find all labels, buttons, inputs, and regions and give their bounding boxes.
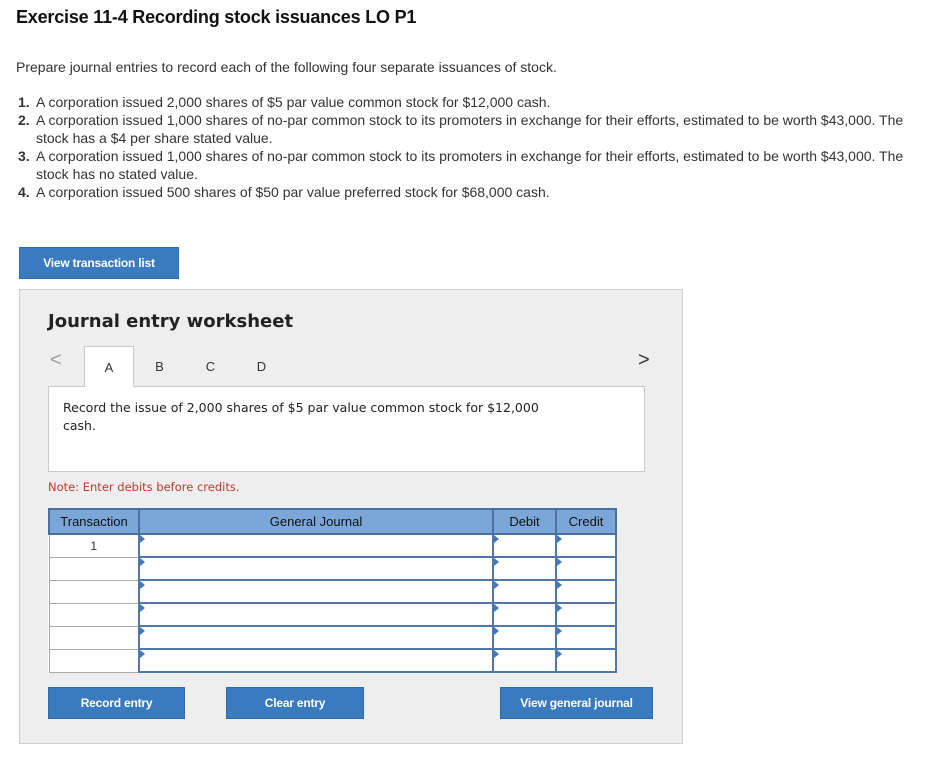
account-cell[interactable]	[139, 557, 493, 580]
credit-cell[interactable]	[556, 626, 616, 649]
account-cell[interactable]	[139, 626, 493, 649]
credit-input[interactable]	[557, 558, 615, 579]
table-row	[49, 649, 616, 672]
credit-input[interactable]	[557, 604, 615, 625]
list-item	[18, 183, 923, 201]
credit-input[interactable]	[557, 650, 615, 671]
header-credit: Credit	[556, 509, 616, 534]
record-entry-button[interactable]: Record entry	[48, 687, 185, 719]
credit-input[interactable]	[557, 627, 615, 648]
account-cell[interactable]	[139, 649, 493, 672]
debit-cell[interactable]	[493, 626, 556, 649]
table-row	[49, 603, 616, 626]
item-number: 3.	[18, 148, 30, 164]
item-number: 2.	[18, 112, 30, 128]
journal-entry-worksheet	[19, 289, 683, 744]
credit-cell[interactable]	[556, 534, 616, 557]
transaction-description: Record the issue of 2,000 shares of $5 par value common stock for $12,000 cash.	[63, 400, 539, 433]
transaction-cell	[49, 626, 139, 649]
item-text: A corporation issued 2,000 shares of $5 par value common stock for $12,000 cash.	[36, 94, 551, 110]
credit-cell[interactable]	[556, 603, 616, 626]
account-input[interactable]	[140, 650, 492, 671]
item-text: A corporation issued 1,000 shares of no-par common stock to its promoters in exchange for their efforts, estimated to be worth $43,000. The stock has no stated value.	[36, 148, 904, 182]
item-number: 1.	[18, 94, 30, 110]
account-input[interactable]	[140, 558, 492, 579]
header-general-journal: General Journal	[139, 509, 493, 534]
debit-input[interactable]	[494, 581, 555, 602]
list-item	[18, 147, 923, 183]
account-input[interactable]	[140, 535, 492, 556]
chevron-right-icon[interactable]: >	[638, 349, 650, 371]
tab-d[interactable]: D	[256, 359, 267, 374]
transaction-cell	[49, 603, 139, 626]
transaction-tabs	[84, 346, 287, 387]
debit-cell[interactable]	[493, 603, 556, 626]
account-input[interactable]	[140, 627, 492, 648]
issuance-list	[18, 93, 923, 201]
table-row	[49, 534, 616, 557]
list-item	[18, 93, 923, 111]
table-row	[49, 626, 616, 649]
tab-b[interactable]: B	[155, 359, 164, 374]
transaction-description-box	[48, 386, 645, 472]
page-title: Exercise 11-4 Recording stock issuances LO P1	[16, 7, 417, 27]
debit-cell[interactable]	[493, 580, 556, 603]
item-number: 4.	[18, 184, 30, 200]
account-input[interactable]	[140, 604, 492, 625]
table-header-row	[49, 509, 616, 534]
credit-cell[interactable]	[556, 580, 616, 603]
transaction-cell	[49, 580, 139, 603]
view-transaction-list-button[interactable]: View transaction list	[19, 247, 179, 279]
transaction-cell: 1	[49, 534, 139, 557]
account-cell[interactable]	[139, 580, 493, 603]
transaction-cell	[49, 557, 139, 580]
account-cell[interactable]	[139, 534, 493, 557]
debit-input[interactable]	[494, 627, 555, 648]
tab-c[interactable]: C	[205, 359, 216, 374]
instructions-text: Prepare journal entries to record each of the following four separate issuances of stock.	[16, 59, 557, 75]
credit-cell[interactable]	[556, 557, 616, 580]
credit-cell[interactable]	[556, 649, 616, 672]
transaction-cell	[49, 649, 139, 672]
header-debit: Debit	[493, 509, 556, 534]
item-text: A corporation issued 1,000 shares of no-par common stock to its promoters in exchange for their efforts, estimated to be worth $43,000. The stock has a $4 per share stated value.	[36, 112, 904, 146]
credit-input[interactable]	[557, 535, 615, 556]
account-cell[interactable]	[139, 603, 493, 626]
worksheet-title: Journal entry worksheet	[48, 311, 294, 332]
general-journal-table	[48, 508, 617, 673]
debit-input[interactable]	[494, 558, 555, 579]
debit-input[interactable]	[494, 650, 555, 671]
debit-cell[interactable]	[493, 534, 556, 557]
table-row	[49, 557, 616, 580]
item-text: A corporation issued 500 shares of $50 par value preferred stock for $68,000 cash.	[36, 184, 550, 200]
debit-input[interactable]	[494, 604, 555, 625]
debit-cell[interactable]	[493, 649, 556, 672]
credit-input[interactable]	[557, 581, 615, 602]
clear-entry-button[interactable]: Clear entry	[226, 687, 364, 719]
header-transaction: Transaction	[49, 509, 139, 534]
tab-a[interactable]: A	[84, 346, 134, 387]
table-row	[49, 580, 616, 603]
view-general-journal-button[interactable]: View general journal	[500, 687, 653, 719]
debit-credit-note: Note: Enter debits before credits.	[48, 480, 240, 494]
list-item	[18, 111, 923, 147]
debit-input[interactable]	[494, 535, 555, 556]
chevron-left-icon[interactable]: <	[50, 349, 62, 371]
debit-cell[interactable]	[493, 557, 556, 580]
account-input[interactable]	[140, 581, 492, 602]
